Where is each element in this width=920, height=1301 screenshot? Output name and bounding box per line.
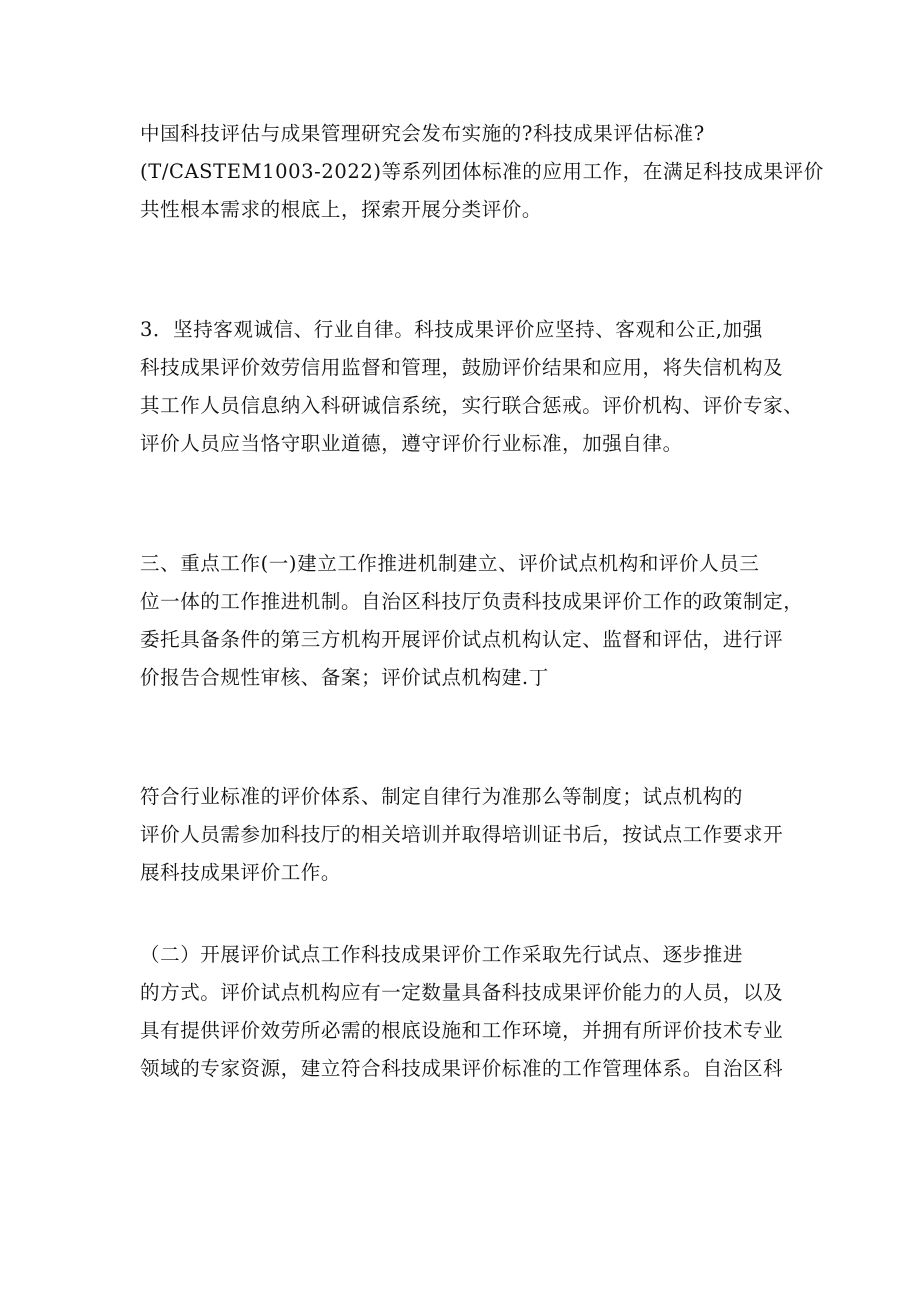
text-line: 委托具备条件的第三方机构开展评价试点机构认定、监督和评估，进行评 (140, 628, 784, 651)
text-line: 中国科技评估与成果管理研究会发布实施的?科技成果评估标准? (140, 122, 705, 145)
text-line: 展科技成果评价工作。 (140, 861, 342, 884)
text-line: 评价人员需参加科技厅的相关培训并取得培训证书后，按试点工作要求开 (140, 823, 784, 846)
text-line: 共性根本需求的根底上，探索开展分类评价。 (140, 198, 543, 221)
text-line: 符合行业标准的评价体系、制定自律行为准那么等制度；试点机构的 (140, 785, 744, 808)
paragraph-integrity-self-discipline (140, 311, 804, 463)
paragraph-industry-standards (140, 778, 800, 892)
text-line: 位一体的工作推进机制。自治区科技厅负责科技成果评价工作的政策制定， (140, 590, 804, 613)
text-line: 具有提供评价效劳所必需的根底设施和工作环境，并拥有所评价技术专业 (140, 1019, 784, 1042)
text-line: (T/CASTEM1003-2022)等系列团体标准的应用工作，在满足科技成果评价 (140, 160, 824, 183)
text-line: 的方式。评价试点机构应有一定数量具备科技成果评价能力的人员，以及 (140, 981, 784, 1004)
paragraph-pilot-work (140, 936, 800, 1088)
text-line: 三、重点工作(一)建立工作推进机制建立、评价试点机构和评价人员三 (140, 552, 760, 575)
text-line: （二）开展评价试点工作科技成果评价工作采取先行试点、逐步推进 (140, 943, 744, 966)
text-line: 其工作人员信息纳入科研诚信系统，实行联合惩戒。评价机构、评价专家、 (140, 394, 804, 417)
text-line: 科技成果评价效劳信用监督和管理，鼓励评价结果和应用，将失信机构及 (140, 356, 784, 379)
paragraph-key-work-mechanism (140, 545, 804, 697)
text-line: 价报告合规性审核、备案；评价试点机构建.丁 (140, 666, 549, 689)
text-line: 评价人员应当恪守职业道德，遵守评价行业标准，加强自律。 (140, 432, 683, 455)
text-line: 3．坚持客观诚信、行业自律。科技成果评价应坚持、客观和公正,加强 (140, 318, 763, 341)
text-line: 领域的专家资源，建立符合科技成果评价标准的工作管理体系。自治区科 (140, 1057, 784, 1080)
paragraph-evaluation-standards (140, 115, 824, 229)
